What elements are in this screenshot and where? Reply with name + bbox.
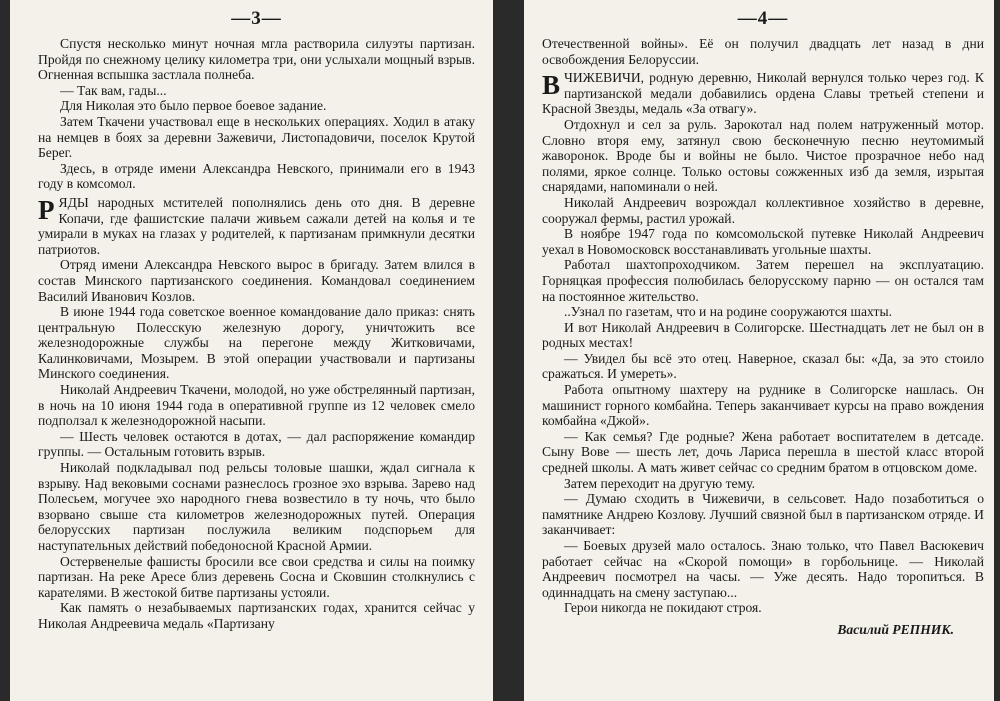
paragraph: Работал шахтопроходчиком. Затем перешел на эксплуатацию. Горняцкая профессия полюбилась белорусскому парню — он остался там на постоянное жительство. — [542, 257, 984, 304]
page-number: —3— — [231, 8, 282, 29]
paragraph-body: ЯДЫ народных мстителей пополнялись день ото дня. В деревне Копачи, где фашистские палачи живьем сажали детей на колья и те умирали в муках на глазах у родителей, к партизанам примкнули десятки патриотов. — [38, 194, 475, 257]
paragraph: В ноябре 1947 года по комсомольской путевке Николай Андреевич уехал в Новомосковск восстанавливать угольные шахты. — [542, 226, 984, 257]
paragraph: — Как семья? Где родные? Жена работает воспитателем в детсаде. Сыну Вове — шесть лет, дочь Лариса перешла в шестой класс второй средней школы. А мать живет сейчас со средним братом в отцовском доме. — [542, 428, 984, 476]
paragraph: Герои никогда не покидают строя. — [564, 600, 762, 616]
paragraph: — Думаю сходить в Чижевичи, в сельсовет. Надо позаботиться о памятнике Андрею Козлову. Лучший связной был в партизанском отряде. И заканчивает: — [542, 491, 984, 538]
paragraph: Николай Андреевич Ткачени, молодой, но уже обстрелянный партизан, в ночь на 10 июня 1944 года в оперативной группе из 12 человек смело подползал к железнодорожной насыпи. — [38, 382, 475, 429]
paragraph: Николай подкладывал под рельсы толовые шашки, ждал сигнала к взрыву. Над вековыми соснами разнеслось грозное эхо взрыва. Зарево над Полесьем, могучее эхо народного гнева возвестило в ту ночь, что было взорвано свыше ста километров железнодорожных путей. Операция белорусских партизан послужила великим подспорьем для наступательных действий победоносной Красной Армии. — [38, 460, 475, 553]
paragraph: Отдохнул и сел за руль. Зарокотал над полем натруженный мотор. Словно вторя ему, затянул свою бесконечную песню неутомимый жаворонок. Вроде бы и войны не было. Чистое прозрачное небо над полями, яркое солнце. Только остовы сожженных изб да земля, изрытая снарядами, напоминали о ней. — [542, 116, 984, 195]
paragraph: Николай Андреевич возрождал коллективное хозяйство в деревне, сооружал фермы, растил урожай. — [542, 194, 984, 226]
paragraph: И вот Николай Андреевич в Солигорске. Шестнадцать лет не был он в родных местах! — [542, 319, 984, 351]
paragraph: — Шесть человек остаются в дотах, — дал распоряжение командир группы. — Остальным готовить взрыв. — [38, 428, 475, 460]
paragraph: Как память о незабываемых партизанских годах, хранится сейчас у Николая Андреевича медаль «Партизану — [38, 600, 475, 631]
paragraph: Отечественной войны». Её он получил двадцать лет назад в дни освобождения Белоруссии. — [542, 36, 984, 67]
paragraph-body: ЧИЖЕВИЧИ, родную деревню, Николай вернулся только через год. К партизанской медали добавились ордена Славы третьей степени и Красной Звезды, медаль «За отвагу». — [542, 70, 984, 117]
paragraph: Остервенелые фашисты бросили все свои средства и силы на поимку партизан. На реке Аресе близ деревень Сосна и Сковшин столкнулись с карателями. В жестокой битве партизаны устояли. — [38, 553, 475, 600]
drop-cap: Р — [38, 194, 55, 225]
paragraph-dropcap — [38, 195, 475, 257]
article-text-left — [38, 36, 475, 632]
paragraph: Здесь, в отряде имени Александра Невского, принимали его в 1943 году в комсомол. — [38, 160, 475, 192]
page-number: —4— — [737, 8, 789, 29]
paragraph: Затем Ткачени участвовал еще в нескольких операциях. Ходил в атаку на немцев в боях за деревни Зажевичи, Листопадовичи, поселок Крутой Берег. — [38, 113, 475, 161]
drop-cap: В — [542, 70, 561, 101]
paragraph: — Так вам, гады... — [60, 82, 167, 98]
paragraph: Работа опытному шахтеру на руднике в Солигорске нашлась. Он машинист горного комбайна. Теперь заканчивает курсы на право вождения комбайна «Джой». — [542, 382, 984, 429]
paragraph: ..Узнал по газетам, что и на родине сооружаются шахты. — [564, 304, 892, 320]
page-left — [10, 0, 493, 701]
paragraph: Спустя несколько минут ночная мгла растворила силуэты партизан. Пройдя по снежному целику километра три, они услыхали мощный взрыв. Огненная вспышка застлала полнеба. — [38, 36, 475, 83]
paragraph: В июне 1944 года советское военное командование дало приказ: снять центральную Полесскую железную дорогу, уничтожить все железнодорожные службы на перегоне между Житковичами, Калинковичами, Мозырем. В этой операции участвовали и партизаны Минского соединения. — [38, 304, 475, 382]
paragraph-dropcap — [542, 70, 984, 117]
author-signature: Василий РЕПНИК. — [837, 621, 954, 637]
page-right — [524, 0, 994, 701]
article-text-right — [542, 36, 984, 638]
paragraph: — Боевых друзей мало осталось. Знаю только, что Павел Васюкевич работает сейчас на «Скорой помощи» в горбольнице. — Николай Андреевич посмотрел на часы. — Уже десять. Надо торопиться. В одиннадцать на смену заступаю... — [542, 538, 984, 600]
paragraph: Отряд имени Александра Невского вырос в бригаду. Затем влился в состав Минского партизанского соединения. Командовал соединением Василий Иванович Козлов. — [38, 257, 475, 304]
paragraph: — Увидел бы всё это отец. Наверное, сказал бы: «Да, за это стоило сражаться. И умереть». — [542, 350, 984, 382]
paragraph: Затем переходит на другую тему. — [564, 475, 756, 491]
paragraph: Для Николая это было первое боевое задание. — [60, 98, 327, 114]
